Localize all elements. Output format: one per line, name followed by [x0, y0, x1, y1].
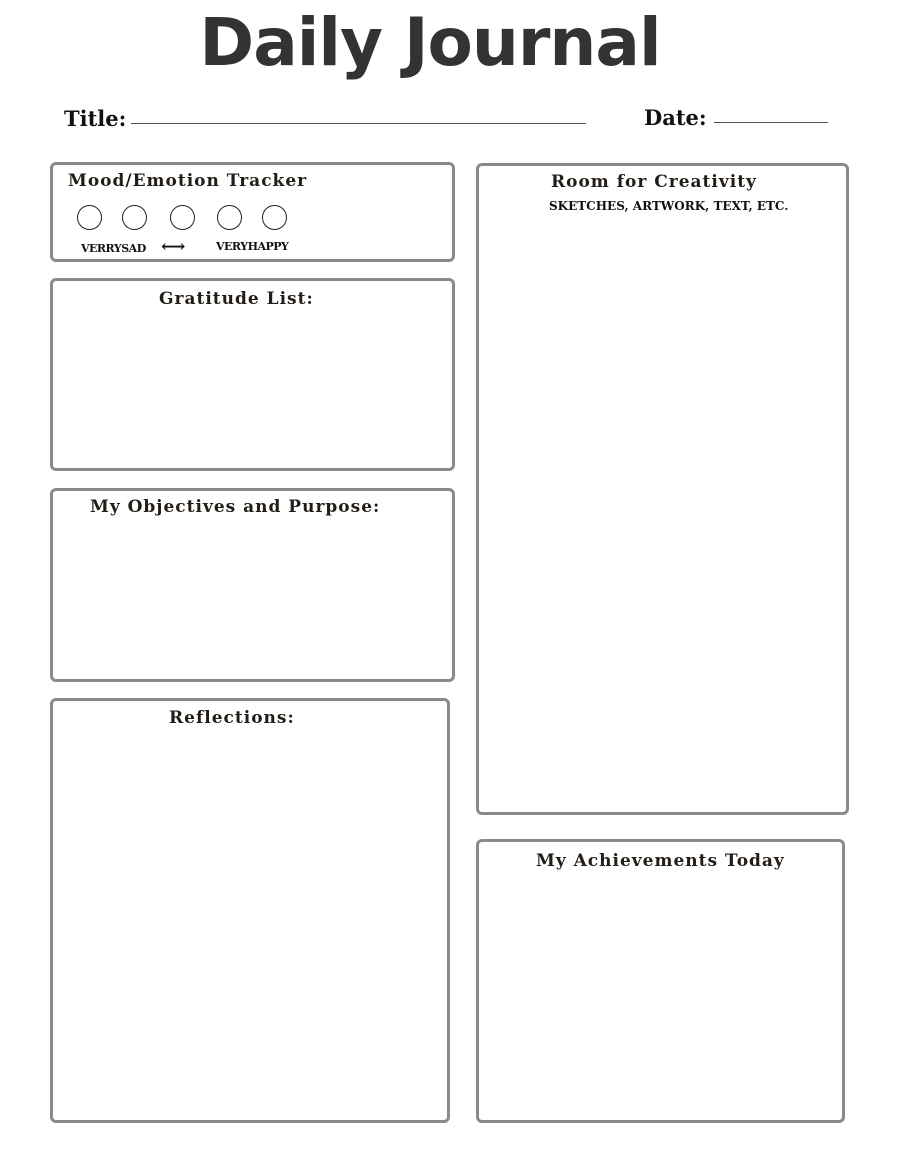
creativity-box[interactable] [476, 163, 849, 815]
creativity-subheading: SKETCHES, ARTWORK, TEXT, ETC. [549, 199, 789, 213]
gratitude-box[interactable] [50, 278, 455, 471]
title-field-line[interactable] [131, 123, 586, 124]
page-title: Daily Journal [199, 4, 661, 81]
date-field-line[interactable] [714, 122, 828, 123]
double-arrow-icon: ⟷ [161, 237, 185, 257]
title-field-label: Title: [64, 106, 127, 131]
mood-tracker-heading: Mood/Emotion Tracker [68, 171, 308, 191]
achievements-heading: My Achievements Today [536, 851, 785, 871]
date-field-label: Date: [644, 105, 707, 130]
mood-option-3[interactable] [170, 205, 195, 230]
mood-option-4[interactable] [217, 205, 242, 230]
mood-high-label: VERYHAPPY [216, 240, 289, 253]
objectives-heading: My Objectives and Purpose: [90, 497, 381, 517]
objectives-box[interactable] [50, 488, 455, 682]
reflections-box[interactable] [50, 698, 450, 1123]
mood-tracker-box [50, 162, 455, 262]
mood-option-2[interactable] [122, 205, 147, 230]
mood-option-5[interactable] [262, 205, 287, 230]
reflections-heading: Reflections: [169, 708, 295, 728]
mood-option-1[interactable] [77, 205, 102, 230]
gratitude-heading: Gratitude List: [159, 289, 314, 309]
achievements-box[interactable] [476, 839, 845, 1123]
creativity-heading: Room for Creativity [551, 172, 757, 192]
mood-low-label: VERRYSAD [81, 242, 146, 255]
